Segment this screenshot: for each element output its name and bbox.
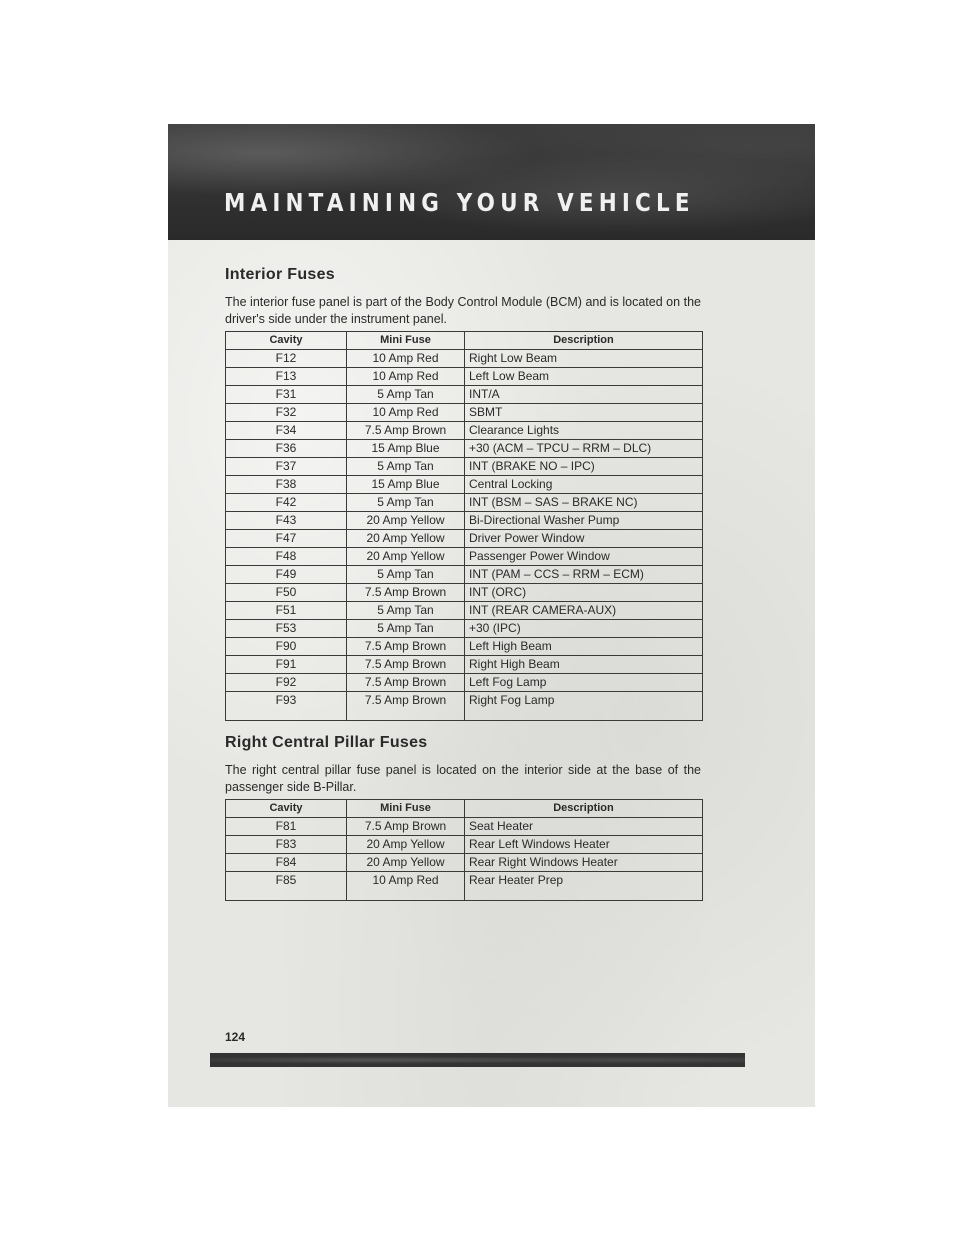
cavity-cell: F43: [226, 512, 347, 530]
table-header-row: [226, 332, 703, 350]
description-cell: +30 (ACM – TPCU – RRM – DLC): [465, 440, 703, 458]
cavity-cell: F91: [226, 656, 347, 674]
table-row: [226, 656, 703, 674]
description-cell: INT (PAM – CCS – RRM – ECM): [465, 566, 703, 584]
page-number: 124: [225, 1030, 246, 1044]
mini-fuse-cell: 10 Amp Red: [347, 368, 465, 386]
table-row: [226, 818, 703, 836]
column-header-cavity: Cavity: [226, 800, 347, 818]
description-cell: INT (REAR CAMERA-AUX): [465, 602, 703, 620]
description-cell: INT (BSM – SAS – BRAKE NC): [465, 494, 703, 512]
cavity-cell: F90: [226, 638, 347, 656]
cavity-cell: F49: [226, 566, 347, 584]
description-cell: INT (BRAKE NO – IPC): [465, 458, 703, 476]
table-row: [226, 602, 703, 620]
description-cell: Central Locking: [465, 476, 703, 494]
mini-fuse-cell: 5 Amp Tan: [347, 494, 465, 512]
column-header-description: Description: [465, 800, 703, 818]
description-cell: Driver Power Window: [465, 530, 703, 548]
cavity-cell: F93: [226, 692, 347, 721]
cavity-cell: F47: [226, 530, 347, 548]
cavity-cell: F50: [226, 584, 347, 602]
cavity-cell: F48: [226, 548, 347, 566]
table-row: [226, 692, 703, 721]
cavity-cell: F84: [226, 854, 347, 872]
mini-fuse-cell: 7.5 Amp Brown: [347, 674, 465, 692]
table-row: [226, 512, 703, 530]
mini-fuse-cell: 5 Amp Tan: [347, 602, 465, 620]
cavity-cell: F85: [226, 872, 347, 901]
table-row: [226, 836, 703, 854]
column-header-description: Description: [465, 332, 703, 350]
cavity-cell: F34: [226, 422, 347, 440]
mini-fuse-cell: 10 Amp Red: [347, 350, 465, 368]
cavity-cell: F83: [226, 836, 347, 854]
mini-fuse-cell: 20 Amp Yellow: [347, 548, 465, 566]
description-cell: Seat Heater: [465, 818, 703, 836]
cavity-cell: F92: [226, 674, 347, 692]
column-header-mini-fuse: Mini Fuse: [347, 332, 465, 350]
mini-fuse-cell: 5 Amp Tan: [347, 620, 465, 638]
cavity-cell: F36: [226, 440, 347, 458]
manual-page: [168, 124, 815, 1107]
chapter-title: MAINTAINING YOUR VEHICLE: [224, 188, 695, 217]
mini-fuse-cell: 7.5 Amp Brown: [347, 656, 465, 674]
table-row: [226, 854, 703, 872]
mini-fuse-cell: 20 Amp Yellow: [347, 530, 465, 548]
description-cell: Right High Beam: [465, 656, 703, 674]
mini-fuse-cell: 7.5 Amp Brown: [347, 818, 465, 836]
interior-fuses-heading: Interior Fuses: [225, 266, 336, 283]
cavity-cell: F37: [226, 458, 347, 476]
pillar-fuse-table: [225, 799, 703, 901]
table-row: [226, 620, 703, 638]
description-cell: +30 (IPC): [465, 620, 703, 638]
footer-bar: [210, 1053, 745, 1067]
description-cell: Left Fog Lamp: [465, 674, 703, 692]
mini-fuse-cell: 7.5 Amp Brown: [347, 422, 465, 440]
cavity-cell: F51: [226, 602, 347, 620]
description-cell: Rear Left Windows Heater: [465, 836, 703, 854]
mini-fuse-cell: 5 Amp Tan: [347, 566, 465, 584]
column-header-cavity: Cavity: [226, 332, 347, 350]
cavity-cell: F12: [226, 350, 347, 368]
table-header-row: [226, 800, 703, 818]
mini-fuse-cell: 7.5 Amp Brown: [347, 638, 465, 656]
description-cell: Right Low Beam: [465, 350, 703, 368]
description-cell: SBMT: [465, 404, 703, 422]
mini-fuse-cell: 5 Amp Tan: [347, 458, 465, 476]
header-banner: [168, 124, 815, 240]
description-cell: Right Fog Lamp: [465, 692, 703, 721]
mini-fuse-cell: 20 Amp Yellow: [347, 836, 465, 854]
table-row: [226, 530, 703, 548]
description-cell: Passenger Power Window: [465, 548, 703, 566]
table-row: [226, 674, 703, 692]
table-row: [226, 422, 703, 440]
column-header-mini-fuse: Mini Fuse: [347, 800, 465, 818]
table-row: [226, 386, 703, 404]
description-cell: Rear Right Windows Heater: [465, 854, 703, 872]
mini-fuse-cell: 10 Amp Red: [347, 872, 465, 901]
table-row: [226, 350, 703, 368]
cavity-cell: F32: [226, 404, 347, 422]
table-row: [226, 872, 703, 901]
table-row: [226, 368, 703, 386]
table-row: [226, 404, 703, 422]
description-cell: INT/A: [465, 386, 703, 404]
mini-fuse-cell: 20 Amp Yellow: [347, 854, 465, 872]
mini-fuse-cell: 7.5 Amp Brown: [347, 692, 465, 721]
cavity-cell: F38: [226, 476, 347, 494]
description-cell: Clearance Lights: [465, 422, 703, 440]
cavity-cell: F31: [226, 386, 347, 404]
table-row: [226, 458, 703, 476]
description-cell: INT (ORC): [465, 584, 703, 602]
mini-fuse-cell: 15 Amp Blue: [347, 440, 465, 458]
interior-fuse-table: [225, 331, 703, 721]
cavity-cell: F81: [226, 818, 347, 836]
cavity-cell: F42: [226, 494, 347, 512]
mini-fuse-cell: 7.5 Amp Brown: [347, 584, 465, 602]
interior-fuses-intro: The interior fuse panel is part of the Body Control Module (BCM) and is located on the driver's side under the instrument panel.: [225, 295, 701, 326]
pillar-fuses-intro: The right central pillar fuse panel is located on the interior side at the base of the passenger side B-Pillar.: [225, 763, 701, 794]
table-row: [226, 494, 703, 512]
cavity-cell: F13: [226, 368, 347, 386]
pillar-fuses-heading: Right Central Pillar Fuses: [225, 734, 428, 751]
table-row: [226, 584, 703, 602]
mini-fuse-cell: 15 Amp Blue: [347, 476, 465, 494]
table-row: [226, 548, 703, 566]
mini-fuse-cell: 10 Amp Red: [347, 404, 465, 422]
cavity-cell: F53: [226, 620, 347, 638]
mini-fuse-cell: 20 Amp Yellow: [347, 512, 465, 530]
table-row: [226, 566, 703, 584]
description-cell: Rear Heater Prep: [465, 872, 703, 901]
table-row: [226, 638, 703, 656]
description-cell: Bi-Directional Washer Pump: [465, 512, 703, 530]
table-row: [226, 440, 703, 458]
description-cell: Left High Beam: [465, 638, 703, 656]
description-cell: Left Low Beam: [465, 368, 703, 386]
table-row: [226, 476, 703, 494]
mini-fuse-cell: 5 Amp Tan: [347, 386, 465, 404]
